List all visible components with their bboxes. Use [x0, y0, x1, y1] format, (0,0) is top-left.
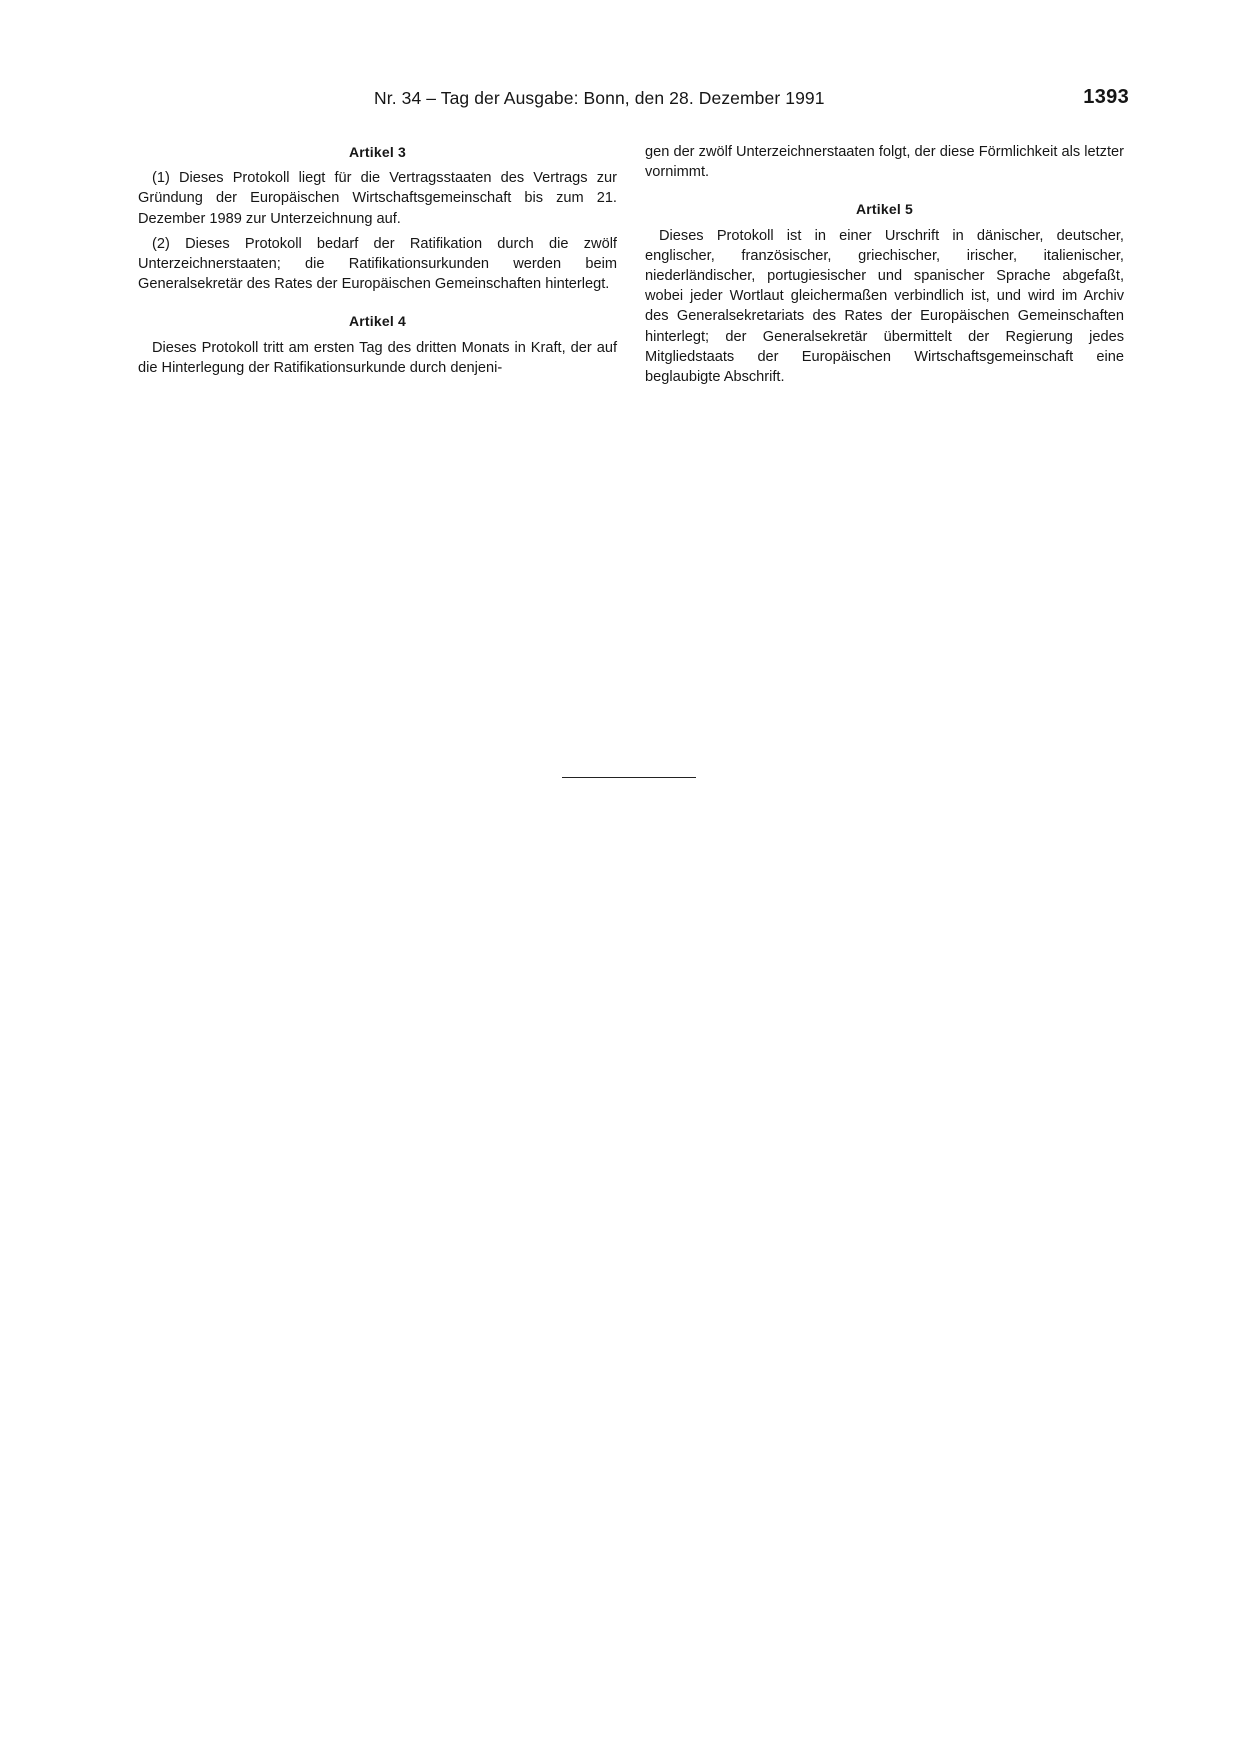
- article-4-paragraph-1: Dieses Protokoll tritt am ersten Tag des dritten Monats in Kraft, der auf die Hinterlegung der Ratifikationsurkunde durch denjeni-: [138, 339, 617, 376]
- article-3-heading: Artikel 3: [348, 144, 407, 160]
- right-column: [645, 142, 1124, 392]
- page-header: [136, 88, 1129, 114]
- article-4-continuation: gen der zwölf Unterzeichnerstaaten folgt, der diese Förmlichkeit als letzter vornimmt.: [645, 144, 1124, 181]
- article-3-paragraph-1: (1) Dieses Protokoll liegt für die Vertragsstaaten des Vertrags zur Gründung der Europäischen Wirtschaftsgemeinschaft bis zum 21. Dezember 1989 zur Unterzeichnung auf.: [138, 170, 617, 227]
- article-5-heading: Artikel 5: [855, 201, 914, 218]
- page-number: 1393: [1083, 86, 1129, 108]
- article-3-paragraph-2: (2) Dieses Protokoll bedarf der Ratifikation durch die zwölf Unterzeichnerstaaten; die Ratifikationsurkunden werden beim Generalsekretär des Rates der Europäischen Gemeinschaften hinterlegt.: [138, 235, 617, 293]
- article-4-heading: Artikel 4: [348, 313, 407, 330]
- issue-line: Nr. 34 – Tag der Ausgabe: Bonn, den 28. Dezember 1991: [374, 88, 825, 108]
- section-end-rule: [562, 777, 696, 778]
- left-column: [138, 142, 617, 383]
- article-5-paragraph-1: Dieses Protokoll ist in einer Urschrift in dänischer, deutscher, englischer, französischer, griechischer, irischer, italienischer, niederländischer, portugiesischer und spanischer Sprache abgefaßt, wobei jeder Wortlaut gleichermaßen verbindlich ist, und wird im Archiv des Generalsekretariats des Rates der Europäischen Gemeinschaften hinterlegt; der Generalsekretär übermittelt der Regierung jedes Mitgliedstaats der Europäischen Wirtschaftsgemeinschaft eine beglaubigte Abschrift.: [645, 227, 1124, 386]
